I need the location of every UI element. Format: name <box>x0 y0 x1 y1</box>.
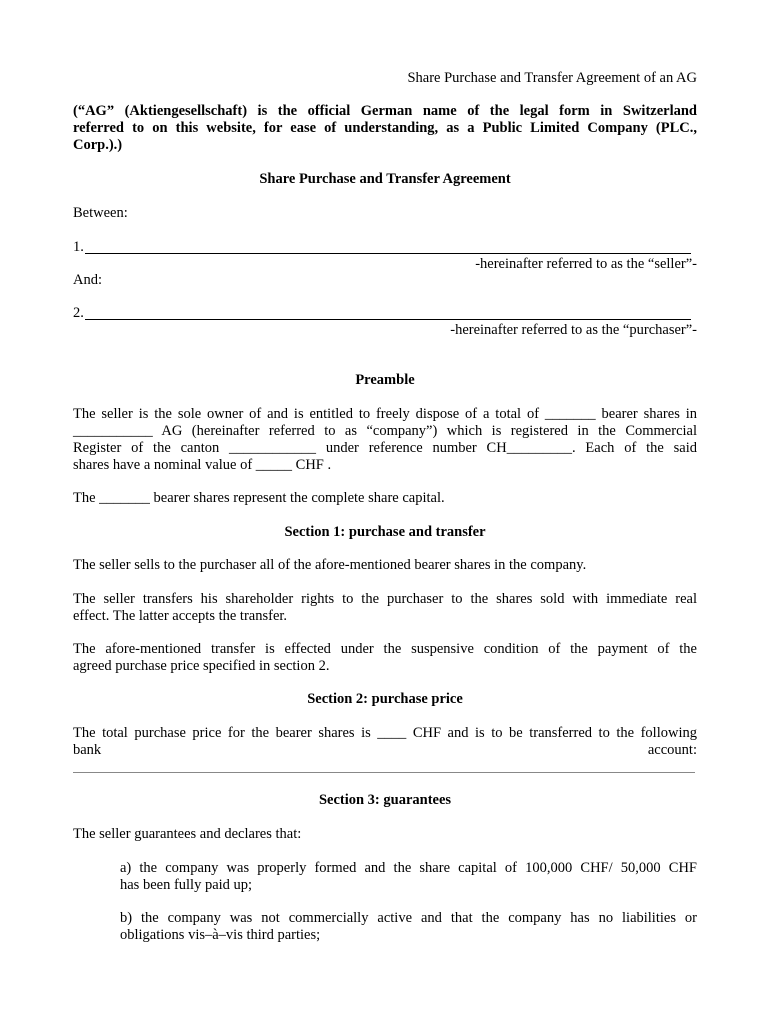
intro-line-3: Corp.).) <box>73 137 123 153</box>
party2-number: 2. <box>73 305 84 321</box>
agreement-heading: Share Purchase and Transfer Agreement <box>259 171 511 187</box>
section3-title: Section 3: guarantees <box>318 792 452 808</box>
preamble-line-4: shares have a nominal value of _____ CHF . <box>73 457 332 473</box>
section1-paragraph-3-line-2: agreed purchase price specified in section 2. <box>73 658 330 674</box>
section2-line-2-left: bank <box>73 742 102 758</box>
and-label: And: <box>73 272 102 288</box>
guarantee-a-line-1: a) the company was properly formed and the share capital of 100,000 CHF/ 50,000 CHF <box>120 860 697 876</box>
section1-title: Section 1: purchase and transfer <box>284 524 486 540</box>
party2-blank-line[interactable] <box>85 319 691 320</box>
intro-line-2: referred to on this website, for ease of understanding, as a Public Limited Company (PLC., <box>73 120 697 136</box>
party1-designation: -hereinafter referred to as the “seller”- <box>475 256 697 272</box>
section1-paragraph-2-line-1: The seller transfers his shareholder rights to the purchaser to the shares sold with immediate real <box>73 591 697 607</box>
preamble-line-3: Register of the canton ____________ under reference number CH_________. Each of the said <box>73 440 697 456</box>
section1-paragraph-3-line-1: The afore-mentioned transfer is effected under the suspensive condition of the payment of the <box>73 641 697 657</box>
guarantee-b-line-2: obligations vis–à–vis third parties; <box>120 927 321 943</box>
section1-paragraph-1: The seller sells to the purchaser all of the afore-mentioned bearer shares in the company. <box>73 557 587 573</box>
share-capital-line: The _______ bearer shares represent the complete share capital. <box>73 490 445 506</box>
guarantee-a-line-2: has been fully paid up; <box>120 877 253 893</box>
preamble-line-2: ___________ AG (hereinafter referred to as “company”) which is registered in the Commercial <box>73 423 697 439</box>
section3-intro: The seller guarantees and declares that: <box>73 826 302 842</box>
section1-paragraph-2-line-2: effect. The latter accepts the transfer. <box>73 608 288 624</box>
party2-designation: -hereinafter referred to as the “purchaser”- <box>450 322 697 338</box>
party1-blank-line[interactable] <box>85 253 691 254</box>
section2-line-2-right: account: <box>647 742 697 758</box>
section2-title: Section 2: purchase price <box>307 691 463 707</box>
guarantee-b-line-1: b) the company was not commercially active and that the company has no liabilities or <box>120 910 697 926</box>
document-title: Share Purchase and Transfer Agreement of an AG <box>407 70 697 86</box>
section2-line-1: The total purchase price for the bearer shares is ____ CHF and is to be transferred to the following <box>73 725 697 741</box>
preamble-line-1: The seller is the sole owner of and is entitled to freely dispose of a total of _______ bearer shares in <box>73 406 697 422</box>
intro-line-1: (“AG” (Aktiengesellschaft) is the official German name of the legal form in Switzerland <box>73 103 697 119</box>
preamble-title: Preamble <box>355 372 415 388</box>
party1-number: 1. <box>73 239 84 255</box>
between-label: Between: <box>73 205 128 221</box>
bank-account-blank-line[interactable] <box>73 772 695 773</box>
